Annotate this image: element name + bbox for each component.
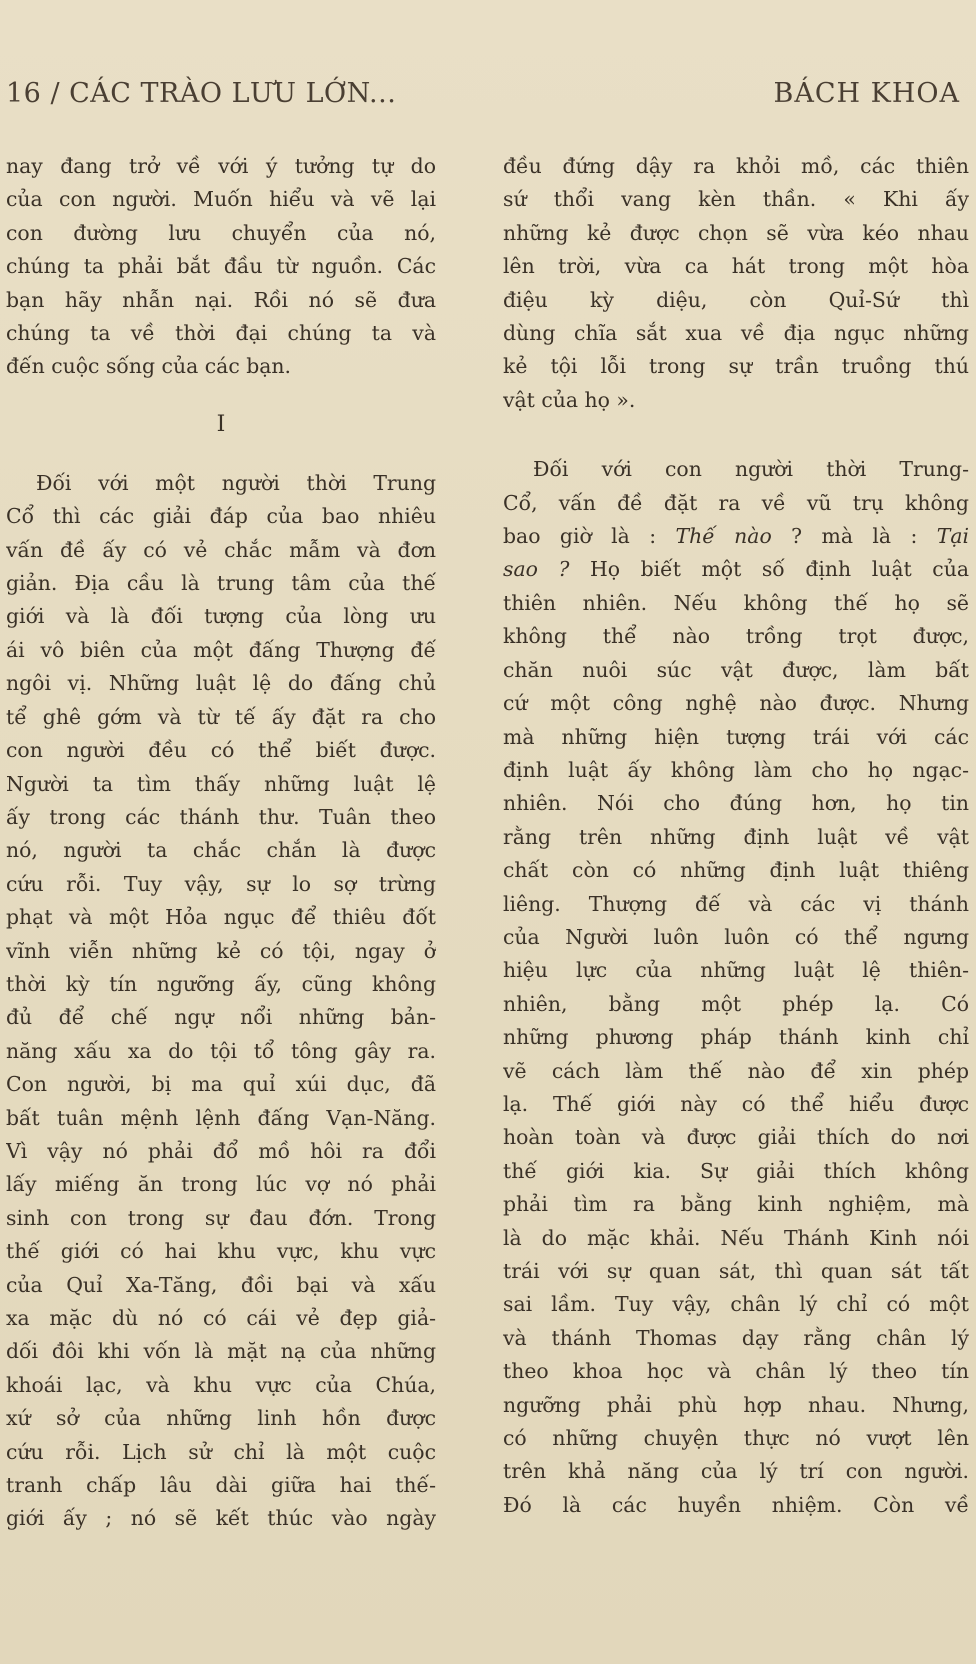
paragraph-gap [503,417,969,453]
text-line: trên khả năng của lý trí con người. [503,1459,969,1484]
text-line: nó, người ta chắc chắn là được [6,838,436,863]
text-line: xứ sở của những linh hồn được [6,1406,436,1431]
text-line: kẻ tội lỗi trong sự trần truồng thú [503,354,969,379]
text-line: vật của họ ». [503,387,636,412]
text-line: của Người luôn luôn có thể ngưng [503,924,969,949]
text-line: chúng ta phải bắt đầu từ nguồn. Các [6,254,436,279]
text-line: dối đôi khi vốn là mặt nạ của những [6,1339,436,1364]
text-line: sao ? Họ biết một số định luật của [503,557,969,582]
text-line: vấn đề ấy có vẻ chắc mẫm và đơn [6,537,436,562]
text-line: điệu kỳ diệu, còn Quỉ-Sứ thì [503,287,969,312]
text-line: thời kỳ tín ngưỡng ấy, cũng không [6,971,436,996]
text-line: thế giới có hai khu vực, khu vực [6,1239,436,1264]
text-line: tể ghê gớm và từ tế ấy đặt ra cho [6,704,436,729]
text-line: của Quỉ Xa-Tăng, đồi bại và xấu [6,1272,436,1297]
text-line: mà những hiện tượng trái với các [503,724,969,749]
paragraph [503,453,969,587]
text-line: phạt và một Hỏa ngục để thiêu đốt [6,905,436,930]
text-line: sai lầm. Tuy vậy, chân lý chỉ có một [503,1292,969,1317]
text-line: con người đều có thể biết được. [6,738,436,763]
text-line: theo khoa học và chân lý theo tín [503,1359,969,1384]
text-line: những phương pháp thánh kinh chỉ [503,1025,969,1050]
text-line: giới và là đối tượng của lòng ưu [6,604,436,629]
paragraph [6,467,436,1536]
text-line: thế giới kia. Sự giải thích không [503,1158,969,1183]
text-line: nay đang trở về với ý tưởng tự do [6,154,436,178]
text-line: cứu rỗi. Lịch sử chỉ là một cuộc [6,1439,436,1464]
text-line: dùng chĩa sắt xua về địa ngục những [503,321,969,346]
text-line: vẽ cách làm thế nào để xin phép [503,1058,969,1083]
text-line: bao giờ là : Thế nào ? mà là : Tại [503,524,969,549]
text-line: chất còn có những định luật thiêng [503,858,969,883]
text-line: Đối với con người thời Trung- [533,457,969,482]
text-line: ấy trong các thánh thư. Tuân theo [6,804,436,829]
paragraph [503,150,969,417]
text-line: chúng ta về thời đại chúng ta và [6,321,436,346]
text-line: cứ một công nghệ nào được. Nhưng [503,691,969,716]
text-line: liêng. Thượng đế và các vị thánh [503,891,969,916]
paragraph [6,150,436,384]
text-line: năng xấu xa do tội tổ tông gây ra. [6,1038,436,1063]
text-line: đủ để chế ngự nổi những bản- [6,1005,436,1030]
text-line: giới ấy ; nó sẽ kết thúc vào ngày [6,1506,436,1531]
running-title: 16 / CÁC TRÀO LƯU LỚN... [6,78,397,109]
left-column [6,150,436,1536]
text-line: Cổ thì các giải đáp của bao nhiêu [6,504,436,529]
text-line: cứu rỗi. Tuy vậy, sự lo sợ trừng [6,871,436,896]
text-line: giản. Địa cầu là trung tâm của thế [6,571,436,596]
text-line: trái với sự quan sát, thì quan sát tất [503,1259,969,1283]
text-line: sinh con trong sự đau đớn. Trong [6,1205,436,1230]
text-line: phải tìm ra bằng kinh nghiệm, mà [503,1192,969,1217]
text-line: ngôi vị. Những luật lệ do đấng chủ [6,671,436,696]
text-line: Con người, bị ma quỉ xúi dục, đã [6,1072,436,1097]
text-line: khoái lạc, và khu vực của Chúa, [6,1372,436,1397]
text-line: nhiên, bằng một phép lạ. Có [503,991,969,1016]
text-line: Đối với một người thời Trung [36,470,436,495]
text-line: những kẻ được chọn sẽ vừa kéo nhau [503,220,969,245]
text-line: hiệu lực của những luật lệ thiên- [503,958,969,983]
text-line: đều đứng dậy ra khỏi mồ, các thiên [503,154,969,178]
right-column [503,150,969,1522]
text-line: xa mặc dù nó có cái vẻ đẹp giả- [6,1306,436,1330]
paragraph [503,587,969,1522]
text-line: chăn nuôi súc vật được, làm bất [503,657,969,682]
text-line: vĩnh viễn những kẻ có tội, ngay ở [6,938,436,963]
text-line: rằng trên những định luật về vật [503,824,969,849]
text-line: hoàn toàn và được giải thích do nơi [503,1125,969,1150]
text-line: có những chuyện thực nó vượt lên [503,1426,969,1451]
text-line: Người ta tìm thấy những luật lệ [6,771,436,796]
text-line: nhiên. Nói cho đúng hơn, họ tin [503,791,969,816]
text-line: tranh chấp lâu dài giữa hai thế- [6,1473,436,1498]
publication-name: BÁCH KHOA [773,78,960,109]
text-line: đến cuộc sống của các bạn. [6,354,292,379]
text-line: sứ thổi vang kèn thần. « Khi ấy [503,187,969,212]
text-line: ái vô biên của một đấng Thượng đế [6,637,436,662]
text-line: bạn hãy nhẫn nại. Rồi nó sẽ đưa [6,287,436,312]
text-line: Đó là các huyền nhiệm. Còn về [503,1492,969,1517]
text-line: bất tuân mệnh lệnh đấng Vạn-Năng. [6,1105,436,1130]
text-line: là do mặc khải. Nếu Thánh Kinh nói [503,1225,969,1250]
page-header [6,78,970,118]
text-line: ngưỡng phải phù hợp nhau. Nhưng, [503,1392,969,1417]
text-line: định luật ấy không làm cho họ ngạc- [503,757,969,782]
text-line: lên trời, vừa ca hát trong một hòa [503,254,969,279]
section-numeral: I [216,411,226,437]
text-line: con đường lưu chuyển của nó, [6,220,436,245]
text-line: của con người. Muốn hiểu và vẽ lại [6,187,436,212]
text-line: và thánh Thomas dạy rằng chân lý [503,1325,969,1350]
text-line: lạ. Thế giới này có thể hiểu được [503,1091,969,1116]
text-line: Vì vậy nó phải đổ mồ hôi ra đổi [6,1138,436,1163]
text-line: không thể nào trồng trọt được, [503,624,969,649]
text-line: thiên nhiên. Nếu không thế họ sẽ [503,590,969,615]
text-line: lấy miếng ăn trong lúc vợ nó phải [6,1172,436,1197]
text-line: Cổ, vấn đề đặt ra về vũ trụ không [503,490,969,515]
